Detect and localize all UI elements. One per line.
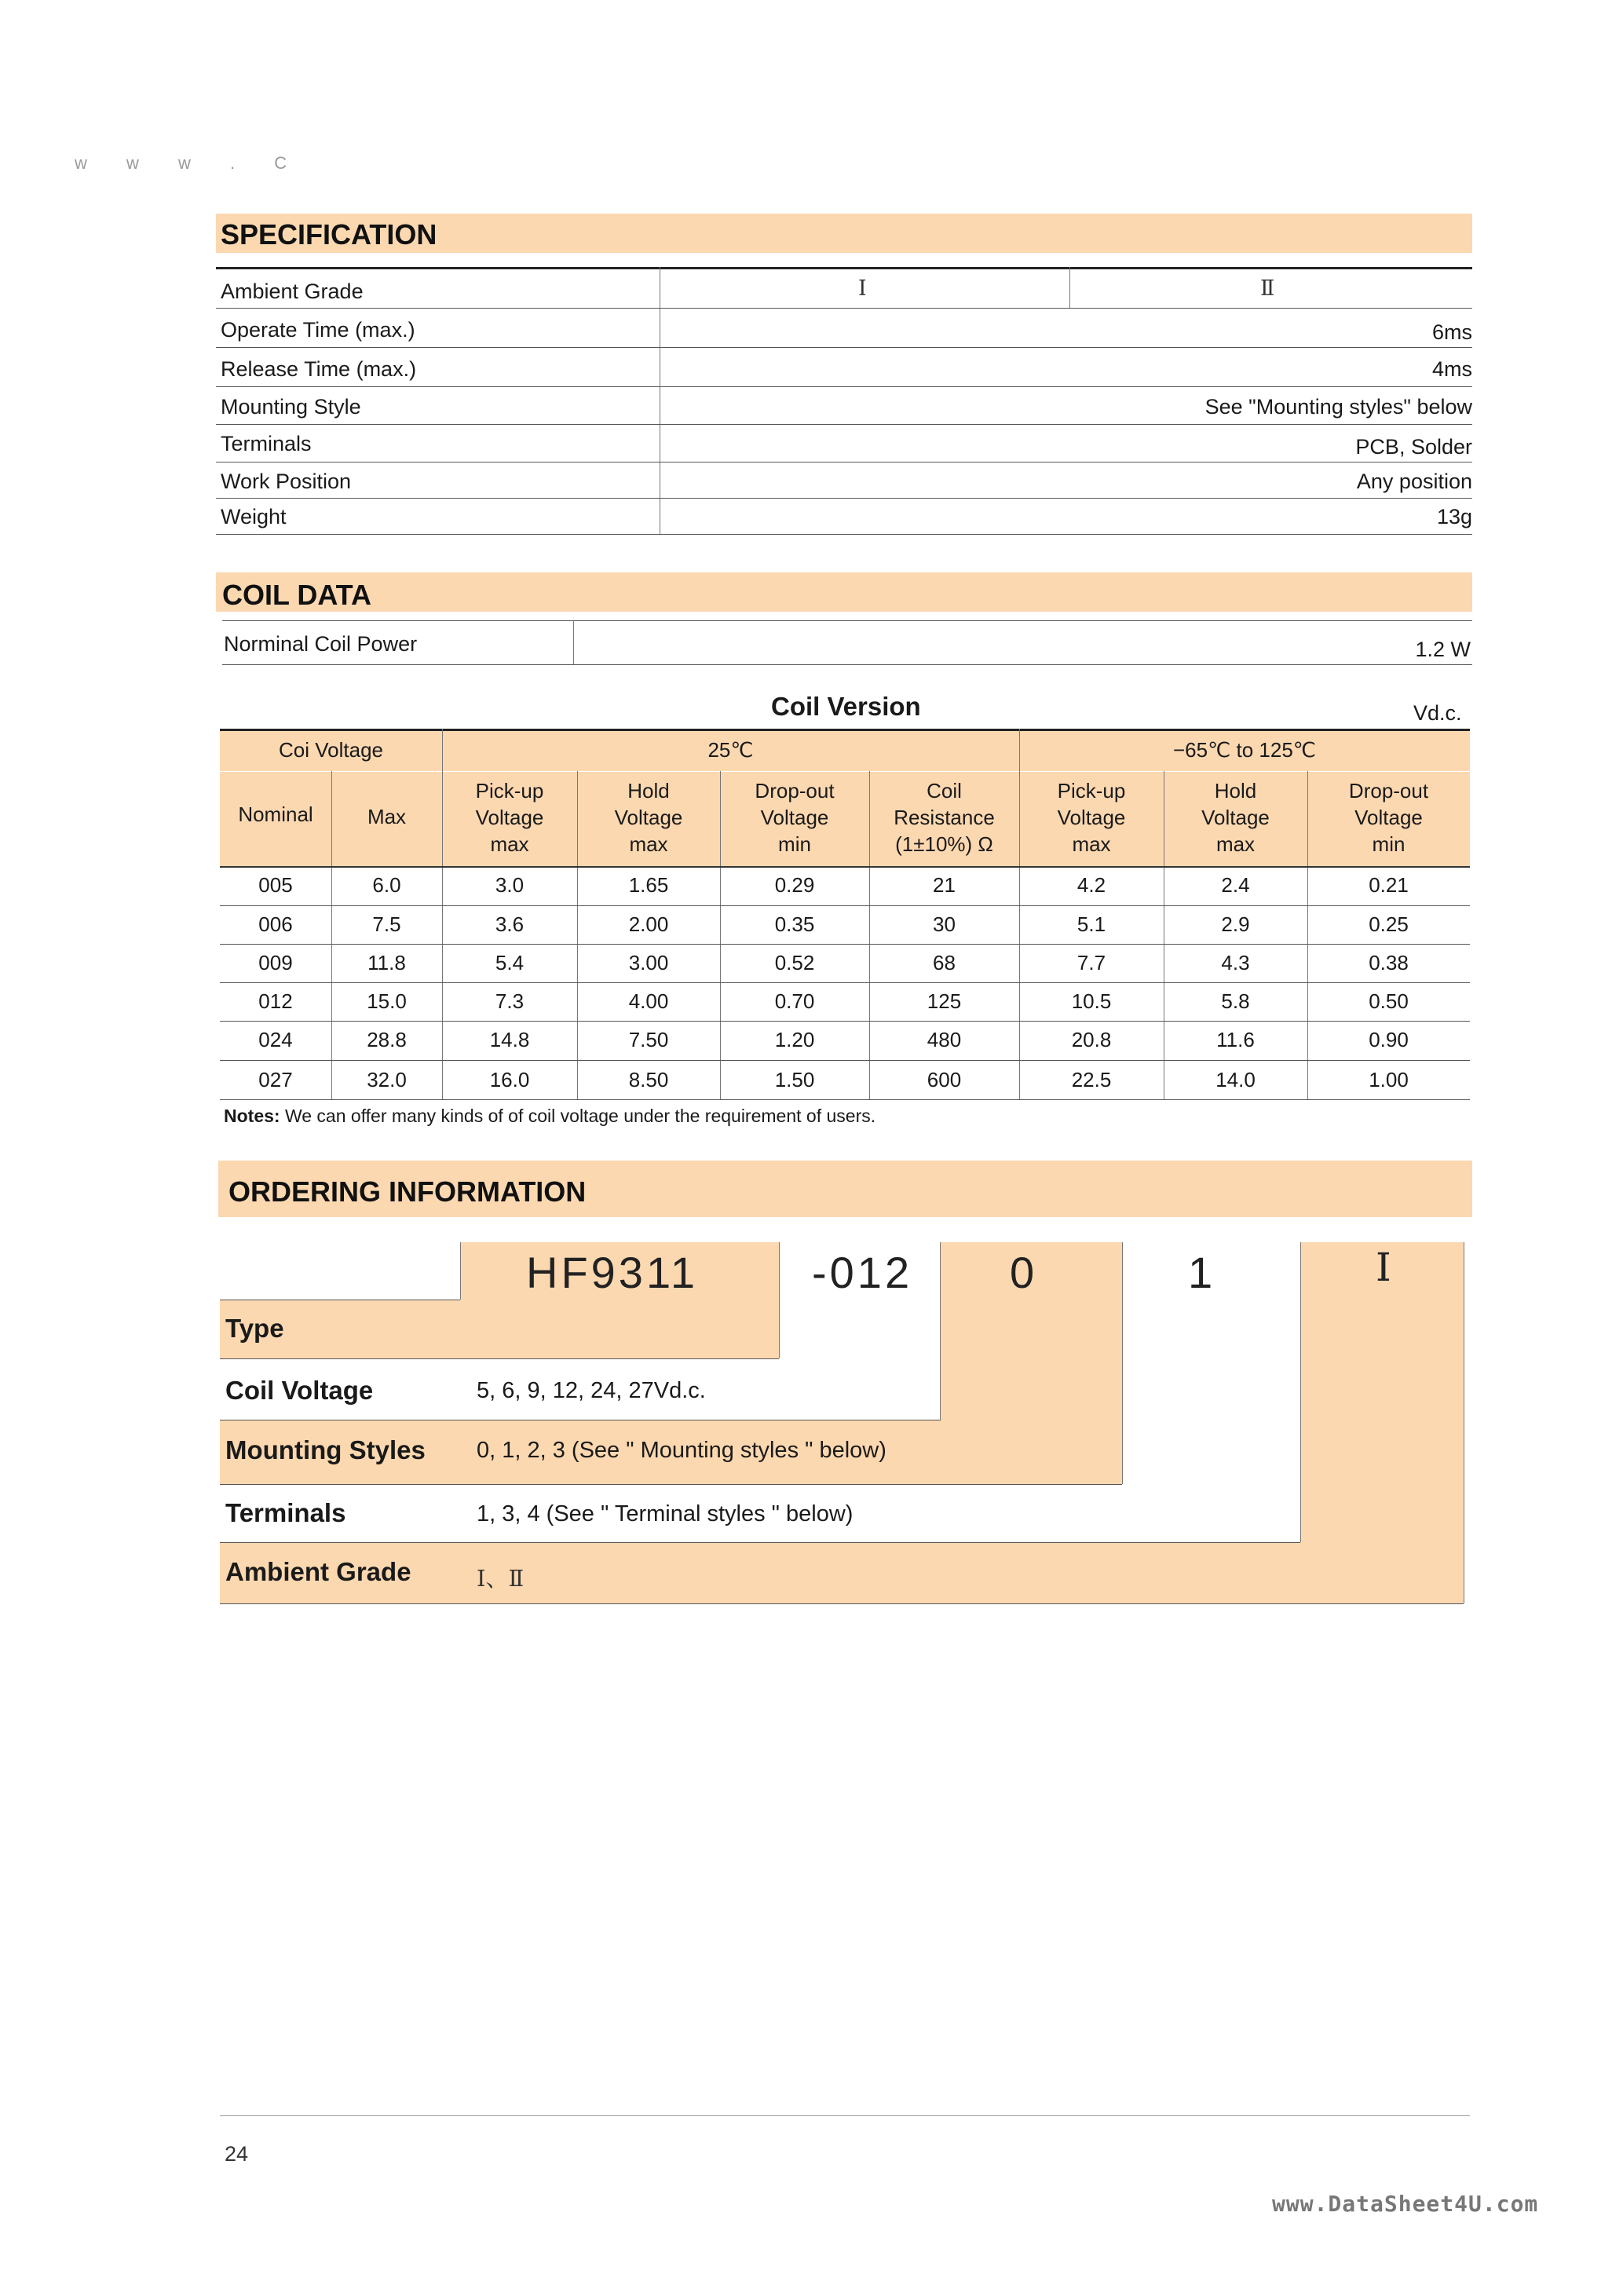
coil-row-rule — [220, 905, 1470, 906]
coil-cell: 7.50 — [628, 1028, 669, 1051]
coil-cell: 2.4 — [1221, 873, 1250, 897]
coil-cell: 6.0 — [372, 873, 401, 897]
ordering-line — [220, 1603, 1464, 1604]
spec-grade-divider — [1069, 267, 1070, 308]
ordering-code-mount: 0 — [1010, 1248, 1038, 1297]
coil-cell: 024 — [258, 1028, 293, 1051]
coil-cell: 2.9 — [1221, 912, 1250, 936]
ordering-label-coil-voltage: Coil Voltage — [225, 1376, 374, 1405]
coil-header-25c: 25℃ — [707, 738, 754, 762]
ordering-line — [220, 1358, 779, 1359]
ordering-value-coil-voltage: 5, 6, 9, 12, 24, 27Vd.c. — [477, 1378, 706, 1403]
coil-power-label: Norminal Coil Power — [224, 632, 418, 656]
coil-cell: 5.1 — [1077, 912, 1106, 936]
ordering-code-grade: Ⅰ — [1376, 1245, 1395, 1290]
coil-cell: 11.8 — [367, 951, 406, 974]
specification-title: SPECIFICATION — [221, 218, 437, 250]
ordering-type-row — [220, 1300, 779, 1358]
spec-row-rule — [216, 308, 1472, 309]
coil-table-header-rule — [220, 771, 1470, 772]
coil-cell: 21 — [933, 873, 956, 897]
coil-cell: 1.00 — [1369, 1068, 1409, 1091]
header-url-fragment: w w w . C — [75, 153, 289, 173]
coil-unit: Vd.c. — [1413, 701, 1462, 725]
spec-value-work-position: Any position — [1356, 470, 1472, 493]
ordering-value-terminals: 1, 3, 4 (See " Terminal styles " below) — [477, 1501, 854, 1526]
spec-value-terminals: PCB, Solder — [1355, 435, 1472, 459]
coil-cell: 600 — [927, 1068, 962, 1091]
coil-row-rule — [220, 1060, 1470, 1061]
coil-cell: 1.65 — [628, 873, 669, 897]
spec-row-rule — [216, 498, 1472, 499]
coil-notes-text: We can offer many kinds of of coil voltage under the requirement of users. — [284, 1106, 876, 1126]
coil-cell: 15.0 — [367, 989, 407, 1013]
coil-notes — [224, 1106, 875, 1127]
coil-header-dropout-2: Drop-out Voltage min — [1348, 779, 1429, 856]
coil-cell: 0.70 — [774, 989, 815, 1013]
ordering-line — [220, 1484, 1122, 1485]
coil-cell: 11.6 — [1216, 1028, 1255, 1051]
ordering-value-mounting-styles: 0, 1, 2, 3 (See " Mounting styles " below) — [477, 1438, 886, 1463]
ordering-line — [460, 1242, 461, 1300]
spec-label-weight: Weight — [221, 505, 287, 528]
spec-value-release-time: 4ms — [1431, 357, 1472, 381]
coil-header-coil-voltage: Coi Voltage — [279, 738, 383, 762]
spec-value-weight: 13g — [1436, 505, 1472, 528]
ordering-title: ORDERING INFORMATION — [228, 1175, 587, 1208]
watermark: www.DataSheet4U.com — [1272, 2191, 1539, 2217]
ordering-line — [940, 1242, 941, 1420]
spec-row-rule — [216, 347, 1472, 348]
spec-row-rule — [216, 386, 1472, 387]
ordering-line — [1122, 1242, 1123, 1484]
coil-power-value: 1.2 W — [1415, 638, 1471, 661]
coil-data-title: COIL DATA — [222, 579, 371, 611]
coil-cell: 0.21 — [1369, 873, 1409, 897]
ordering-code-type: HF9311 — [526, 1248, 699, 1297]
spec-grade-2: Ⅱ — [1260, 276, 1275, 301]
coil-cell: 14.8 — [489, 1028, 530, 1051]
coil-header-resistance: Coil Resistance (1±10%) Ω — [894, 779, 995, 856]
coil-header-pickup: Pick-up Voltage max — [475, 779, 544, 856]
coil-cell: 20.8 — [1071, 1028, 1112, 1051]
coil-cell: 125 — [927, 989, 962, 1013]
coil-cell: 22.5 — [1071, 1068, 1112, 1091]
coil-cell: 28.8 — [367, 1028, 407, 1051]
coil-cell: 3.0 — [495, 873, 525, 897]
spec-label-terminals: Terminals — [221, 432, 312, 455]
coil-cell: 1.20 — [774, 1028, 815, 1051]
coil-cell: 009 — [258, 951, 293, 974]
coil-cell: 16.0 — [489, 1068, 530, 1091]
spec-value-mounting-style: See "Mounting styles" below — [1204, 395, 1472, 419]
coil-cell: 0.35 — [774, 912, 815, 936]
coil-version-title: Coil Version — [771, 692, 921, 721]
coil-cell: 8.50 — [628, 1068, 669, 1091]
coil-header-dropout: Drop-out Voltage min — [755, 779, 835, 856]
coil-body-top-rule — [220, 866, 1470, 868]
ordering-line — [1300, 1242, 1301, 1542]
coil-cell: 0.25 — [1369, 912, 1409, 936]
spec-label-ambient-grade: Ambient Grade — [221, 280, 364, 303]
coil-cell: 4.3 — [1221, 951, 1250, 974]
coil-row-rule — [220, 1021, 1470, 1022]
ordering-code-voltage: -012 — [812, 1248, 913, 1297]
coil-cell: 4.2 — [1077, 873, 1106, 897]
ordering-value-ambient-grade: Ⅰ、Ⅱ — [477, 1565, 525, 1592]
ordering-code-terminal: 1 — [1188, 1248, 1216, 1297]
coil-header-hold: Hold Voltage max — [614, 779, 683, 856]
coil-power-divider — [573, 620, 574, 664]
spec-top-rule — [216, 267, 1472, 269]
coil-cell: 005 — [258, 873, 293, 897]
coil-header-temp-range: −65℃ to 125℃ — [1172, 738, 1316, 762]
coil-cell: 027 — [258, 1068, 293, 1091]
coil-cell: 0.29 — [774, 873, 815, 897]
coil-cell: 2.00 — [628, 912, 669, 936]
coil-table-top-rule — [220, 729, 1470, 731]
ordering-line — [220, 1542, 1300, 1543]
coil-cell: 3.00 — [628, 951, 669, 974]
footer-rule — [220, 2115, 1470, 2116]
spec-label-operate-time: Operate Time (max.) — [221, 318, 415, 342]
spec-label-release-time: Release Time (max.) — [221, 357, 417, 381]
coil-row-rule — [220, 982, 1470, 983]
coil-cell: 7.7 — [1077, 951, 1106, 974]
coil-power-top-rule — [222, 620, 1472, 621]
coil-power-bottom-rule — [222, 664, 1472, 665]
coil-cell: 0.38 — [1369, 951, 1409, 974]
spec-label-mounting-style: Mounting Style — [221, 395, 361, 419]
coil-cell: 3.6 — [495, 912, 525, 936]
coil-header-max: Max — [367, 805, 407, 828]
coil-cell: 0.50 — [1369, 989, 1409, 1013]
coil-cell: 5.8 — [1221, 989, 1250, 1013]
ordering-line — [779, 1242, 780, 1358]
spec-label-work-position: Work Position — [221, 470, 352, 493]
spec-grade-1: Ⅰ — [858, 276, 867, 301]
coil-cell: 012 — [258, 989, 293, 1013]
coil-cell: 14.0 — [1215, 1068, 1256, 1091]
coil-cell: 0.90 — [1369, 1028, 1409, 1051]
coil-cell: 30 — [933, 912, 956, 936]
coil-header-pickup-2: Pick-up Voltage max — [1057, 779, 1126, 856]
ordering-label-terminals: Terminals — [225, 1498, 346, 1527]
coil-cell: 32.0 — [367, 1068, 407, 1091]
coil-data-band — [216, 572, 1472, 612]
ordering-label-ambient-grade: Ambient Grade — [225, 1557, 411, 1586]
coil-cell: 006 — [258, 912, 293, 936]
coil-cell: 5.4 — [495, 951, 525, 974]
coil-header-hold-2: Hold Voltage max — [1201, 779, 1270, 856]
coil-cell: 4.00 — [628, 989, 669, 1013]
coil-cell: 1.50 — [774, 1068, 815, 1091]
ordering-label-mounting-styles: Mounting Styles — [225, 1435, 426, 1464]
coil-cell: 10.5 — [1071, 989, 1112, 1013]
coil-row-rule — [220, 1099, 1470, 1100]
page-number: 24 — [225, 2142, 249, 2166]
coil-cell: 480 — [927, 1028, 962, 1051]
coil-cell: 7.5 — [372, 912, 401, 936]
coil-row-rule — [220, 944, 1470, 945]
coil-cell: 0.52 — [774, 951, 815, 974]
spec-value-operate-time: 6ms — [1431, 320, 1472, 344]
coil-cell: 68 — [933, 951, 956, 974]
spec-row-rule — [216, 534, 1472, 535]
coil-notes-label: Notes: — [224, 1106, 280, 1126]
spec-row-rule — [216, 424, 1472, 425]
ordering-label-type: Type — [225, 1314, 284, 1343]
coil-header-nominal: Nominal — [238, 803, 313, 826]
coil-cell: 7.3 — [495, 989, 525, 1013]
